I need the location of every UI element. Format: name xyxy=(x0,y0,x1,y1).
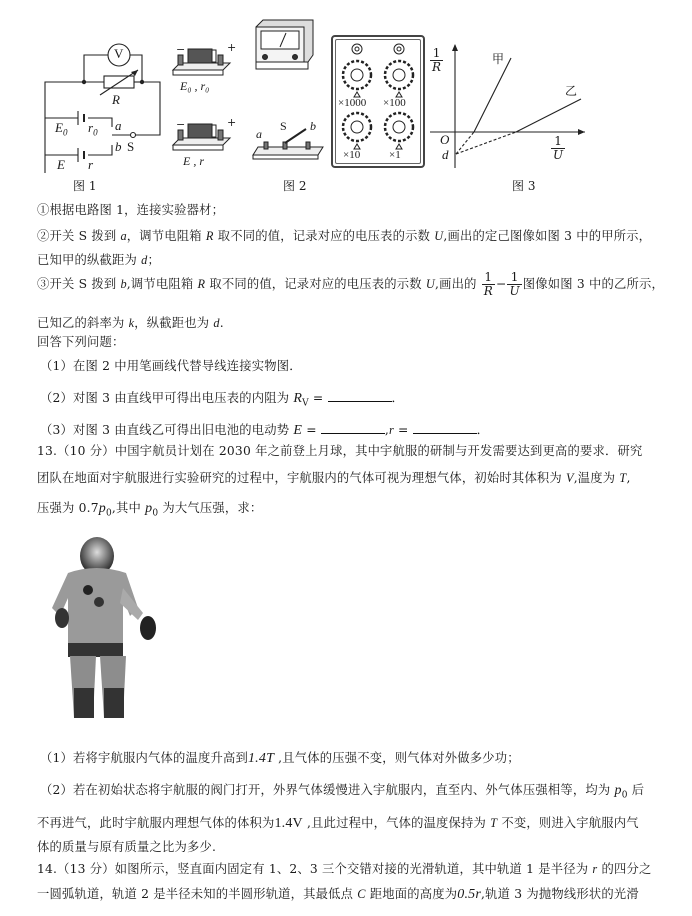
problem-13-line-2: 团队在地面对宇航服进行实验研究的过程中，宇航服内的气体可视为理想气体，初始时其体积为 V,温度为 T, xyxy=(37,471,631,485)
line-jia-label: 甲 xyxy=(492,52,505,66)
voltmeter-icon xyxy=(256,20,313,69)
battery1-plus: + xyxy=(227,41,237,54)
answer-blank-r[interactable] xyxy=(413,421,477,434)
step-3: ③开关 S 拨到 b,调节电阻箱 R 取不同的值，记录对应的电压表的示数 U,画出的 $\frac{1}{R}$ − $\frac{1}{U}$ 图像如图 3 中的乙所示， xyxy=(37,270,665,298)
e-label: E xyxy=(57,157,65,172)
question-1: （1）在图 2 中用笔画线代替导线连接实物图． xyxy=(40,359,302,373)
voltmeter-label: V xyxy=(114,46,124,61)
answer-blank-e[interactable] xyxy=(321,421,385,434)
fraction-1-over-U: $\frac{1}{U}$ xyxy=(509,270,520,298)
figure-1-circuit xyxy=(40,15,170,175)
figure-3-graph xyxy=(425,40,595,170)
figure-2-apparatus xyxy=(168,15,328,175)
circuit-diagram xyxy=(40,15,170,175)
battery2-minus: − xyxy=(176,118,186,131)
problem-13-question-2-line-3: 体的质量与原有质量之比为多少. xyxy=(37,840,217,854)
answer-blank-rv[interactable] xyxy=(328,389,392,402)
step-3-cont: 已知乙的斜率为 k，纵截距也为 d. xyxy=(37,316,224,330)
dial-x100-label: ×100 xyxy=(383,97,406,109)
intercept-d-label: d xyxy=(442,147,449,162)
step-2-cont: 已知甲的纵截距为 d； xyxy=(37,253,160,267)
terminal-b-label: b xyxy=(115,139,122,154)
switch-b-label: b xyxy=(310,119,316,133)
resistor-label: R xyxy=(112,92,120,107)
x-axis-label: $\frac{1}{U}$ xyxy=(553,134,564,162)
e0-label: $E_0$ xyxy=(55,120,68,138)
problem-13-question-2-line-2: 不再进气，此时宇航服内理想气体的体积为1.4V ,且此过程中，气体的温度保持为 T 不变，则进入宇航服内气 xyxy=(37,816,639,831)
switch-s-label: S xyxy=(280,119,287,133)
problem-13-question-2: （2）若在初始状态将宇航服的阀门打开，外界气体缓慢进入宇航服内，直至内、外气体压强相等，均为 $p_0$ 后 xyxy=(40,783,645,801)
battery1-minus: − xyxy=(176,43,186,56)
problem-13-line-1: 13.（10 分）中国宇航员计划在 2030 年之前登上月球，其中宇航服的研制与开发需要达到更高的要求．研究 xyxy=(37,444,643,458)
switch-a-label: a xyxy=(256,127,262,141)
questions-intro: 回答下列问题： xyxy=(37,335,125,349)
switch-label: S xyxy=(127,139,135,154)
terminal-a-label: a xyxy=(115,118,122,133)
resistance-box xyxy=(331,35,425,168)
figure-1-caption: 图 1 xyxy=(73,179,97,193)
dial-x10-label: ×10 xyxy=(343,149,361,161)
question-2: （2）对图 3 由直线甲可得出电压表的内阻为 $R_V$ = ． xyxy=(40,391,405,409)
origin-label: O xyxy=(440,132,450,147)
problem-14-line-1: 14.（13 分）如图所示，竖直面内固定有 1、2、3 三个交错对接的光滑轨道，其中轨道 1 是半径为 r 的四分之 xyxy=(37,862,652,876)
battery2-label: E , r xyxy=(183,154,204,168)
r0-label: $r_0$ xyxy=(88,120,98,138)
problem-13-line-3: 压强为 $0.7p_0$,其中 $p_0$ 为大气压强，求： xyxy=(37,501,263,519)
step-1: ①根据电路图 1，连接实验器材； xyxy=(37,203,225,217)
step-2: ②开关 S 拨到 a，调节电阻箱 R 取不同的值，记录对应的电压表的示数 U,画出的定己图像如图 3 中的甲所示， xyxy=(37,229,652,243)
figure-3-caption: 图 3 xyxy=(512,179,536,193)
battery2-plus: + xyxy=(227,116,237,129)
dial-x1-label: ×1 xyxy=(389,149,401,161)
dial-x1000-label: ×1000 xyxy=(338,97,367,109)
y-axis-label: $\frac{1}{R}$ xyxy=(432,46,442,74)
figure-2-caption: 图 2 xyxy=(283,179,307,193)
question-3: （3）对图 3 由直线乙可得出旧电池的电动势 E = ,r = ． xyxy=(40,423,490,438)
fraction-1-over-R: $\frac{1}{R}$ xyxy=(483,270,493,298)
problem-13-question-1: （1）若将宇航服内气体的温度升高到1.4T ,且气体的压强不变，则气体对外做多少功； xyxy=(40,751,520,766)
battery1-label: E₀ , r₀ xyxy=(180,79,210,93)
astronaut-photo xyxy=(38,528,158,728)
r-label: r xyxy=(88,157,94,172)
line-yi-label: 乙 xyxy=(565,84,578,98)
problem-14-line-2: 一圆弧轨道，轨道 2 是半径未知的半圆形轨道，其最低点 C 距地面的高度为0.5r,轨道 3 为抛物线形状的光滑 xyxy=(37,887,639,902)
